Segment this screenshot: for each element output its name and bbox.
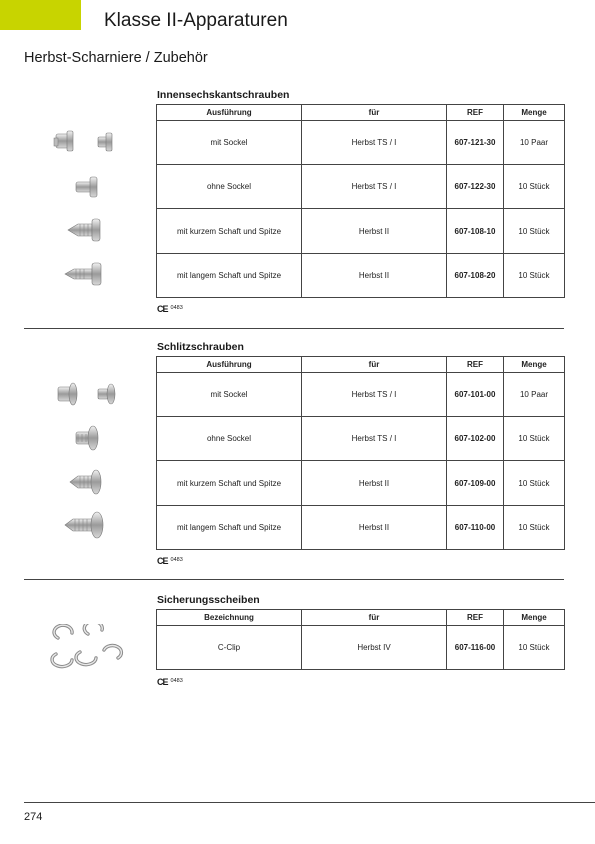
column-header: für [302,610,447,626]
table-header-row [157,357,565,373]
cell-ref: 607-121-30 [447,121,504,165]
cell-ref: 607-116-00 [447,626,504,670]
column-header: Ausführung [157,357,302,373]
ce-mark: CE $^{0483}$ [157,677,183,687]
cell-quantity: 10 Paar [504,121,565,165]
section-title-sicherungsscheiben: Sicherungsscheiben [157,594,260,606]
cell-designation: C-Clip [157,626,302,670]
section-title-innensechskantschrauben: Innensechskantschrauben [157,89,290,101]
page-subtitle: Herbst-Scharniere / Zubehör [24,50,208,66]
cell-quantity: 10 Stück [504,626,565,670]
slotted-screw-with-base-pair-image [54,380,124,410]
cell-variant: ohne Sockel [157,165,302,209]
cell-for: Herbst II [302,254,447,298]
cell-quantity: 10 Stück [504,506,565,550]
cell-for: Herbst IV [302,626,447,670]
table-row [157,373,565,417]
cell-for: Herbst II [302,209,447,254]
column-header: REF [447,105,504,121]
hex-screw-long-shaft-tip-image [62,260,112,288]
cell-variant: mit langem Schaft und Spitze [157,506,302,550]
ce-mark: CE $^{0483}$ [157,556,183,566]
cell-variant: ohne Sockel [157,417,302,461]
cell-ref: 607-108-20 [447,254,504,298]
cell-for: Herbst TS / I [302,165,447,209]
cell-ref: 607-101-00 [447,373,504,417]
cell-ref: 607-108-10 [447,209,504,254]
cell-quantity: 10 Stück [504,165,565,209]
cell-variant: mit langem Schaft und Spitze [157,254,302,298]
table-row [157,121,565,165]
cell-ref: 607-110-00 [447,506,504,550]
table-row [157,626,565,670]
footer-divider [24,802,595,803]
cell-quantity: 10 Stück [504,209,565,254]
hex-screw-short-shaft-tip-image [64,216,112,244]
cell-ref: 607-122-30 [447,165,504,209]
cell-quantity: 10 Stück [504,254,565,298]
column-header: für [302,105,447,121]
table-header-row [157,610,565,626]
column-header: Menge [504,610,565,626]
column-header: Menge [504,357,565,373]
column-header: REF [447,357,504,373]
hex-screw-with-base-pair-image [52,128,124,156]
table-header-row [157,105,565,121]
cell-variant: mit kurzem Schaft und Spitze [157,209,302,254]
table-row [157,506,565,550]
cell-for: Herbst TS / I [302,373,447,417]
section-divider [24,579,564,580]
column-header: Ausführung [157,105,302,121]
slotted-screw-short-shaft-tip-image [66,468,110,496]
product-table-sicherungsscheiben [156,609,565,670]
c-clip-image [48,624,124,670]
cell-for: Herbst II [302,461,447,506]
column-header: Bezeichnung [157,610,302,626]
table-row [157,165,565,209]
column-header: für [302,357,447,373]
cell-quantity: 10 Stück [504,461,565,506]
cell-ref: 607-109-00 [447,461,504,506]
cell-quantity: 10 Paar [504,373,565,417]
cell-variant: mit kurzem Schaft und Spitze [157,461,302,506]
column-header: REF [447,610,504,626]
section-divider [24,328,564,329]
cell-ref: 607-102-00 [447,417,504,461]
cell-quantity: 10 Stück [504,417,565,461]
section-title-schlitzschrauben: Schlitzschrauben [157,341,244,353]
table-row [157,209,565,254]
cell-for: Herbst II [302,506,447,550]
cell-variant: mit Sockel [157,121,302,165]
slotted-screw-without-base-image [72,424,106,452]
table-row [157,254,565,298]
cell-variant: mit Sockel [157,373,302,417]
table-row [157,461,565,506]
table-row [157,417,565,461]
chapter-color-tab [0,0,81,30]
chapter-title: Klasse II-Apparaturen [104,10,288,31]
product-table-schlitzschrauben [156,356,565,550]
page-number: 274 [24,811,43,823]
hex-screw-without-base-image [72,174,106,200]
cell-for: Herbst TS / I [302,121,447,165]
column-header: Menge [504,105,565,121]
ce-mark: CE $^{0483}$ [157,304,183,314]
cell-for: Herbst TS / I [302,417,447,461]
slotted-screw-long-shaft-tip-image [62,510,112,540]
product-table-innensechskantschrauben [156,104,565,298]
